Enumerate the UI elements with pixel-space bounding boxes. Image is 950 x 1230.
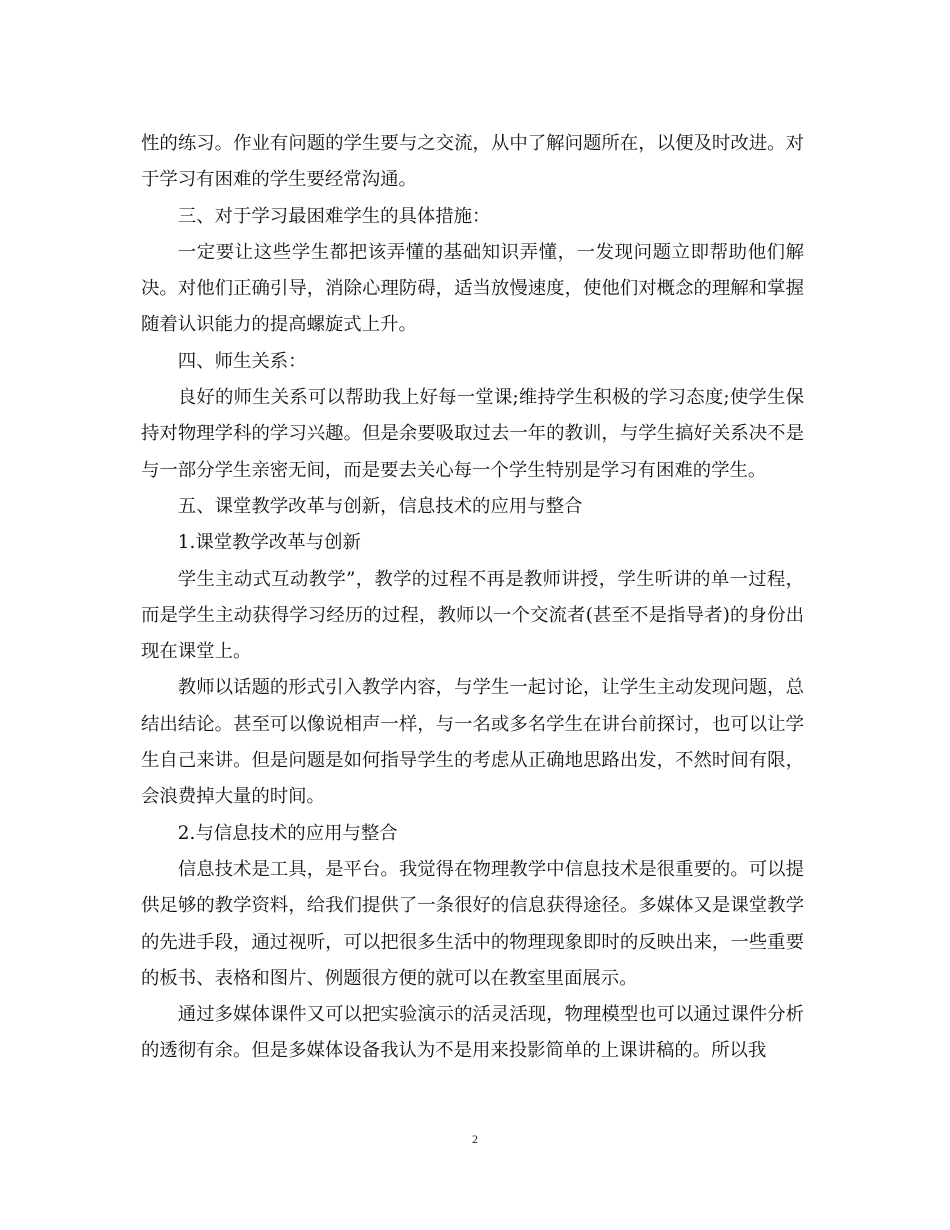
paragraph: 学生主动式互动教学”，教学的过程不再是教师讲授，学生听讲的单一过程，而是学生主动获得学习经历的过程，教师以一个交流者(甚至不是指导者)的身份出现在课堂上。: [141, 568, 804, 663]
section-heading-4: 四、师生关系：: [177, 350, 307, 372]
section-heading-3: 三、对于学习最困难学生的具体措施：: [177, 205, 491, 227]
document-body: [141, 126, 804, 1070]
paragraph: 良好的师生关系可以帮助我上好每一堂课;维持学生积极的学习态度;使学生保持对物理学科的学习兴趣。但是余要吸取过去一年的教训，与学生搞好关系决不是与一部分学生亲密无间，而是要去关心每一个学生特别是学习有困难的学生。: [141, 387, 804, 481]
paragraph: 一定要让这些学生都把该弄懂的基础知识弄懂，一发现问题立即帮助他们解决。对他们正确引导，消除心理防碍，适当放慢速度，使他们对概念的理解和掌握随着认识能力的提高螺旋式上升。: [141, 241, 804, 336]
page-number: 2: [472, 1132, 478, 1146]
section-heading-5: 五、课堂教学改革与创新，信息技术的应用与整合: [177, 495, 583, 517]
paragraph: 教师以话题的形式引入教学内容，与学生一起讨论，让学生主动发现问题，总结出结论。甚至可以像说相声一样，与一名或多名学生在讲台前探讨，也可以让学生自己来讲。但是问题是如何指导学生的考虑从正确地思路出发，不然时间有限，会浪费掉大量的时间。: [141, 677, 804, 808]
subsection-heading-1: 1.课堂教学改革与创新: [177, 532, 361, 554]
subsection-heading-2: 2.与信息技术的应用与整合: [177, 822, 398, 844]
paragraph: 信息技术是工具，是平台。我觉得在物理教学中信息技术是很重要的。可以提供足够的教学资料，给我们提供了一条很好的信息获得途径。多媒体又是课堂教学的先进手段，通过视听，可以把很多生活中的物理现象即时的反映出来，一些重要的板书、表格和图片、例题很方便的就可以在教室里面展示。: [141, 858, 804, 989]
paragraph-continued: 性的练习。作业有问题的学生要与之交流，从中了解问题所在，以便及时改进。对于学习有困难的学生要经常沟通。: [141, 133, 804, 191]
paragraph: 通过多媒体课件又可以把实验演示的活灵活现，物理模型也可以通过课件分析的透彻有余。但是多媒体设备我认为不是用来投影简单的上课讲稿的。所以我: [141, 1004, 804, 1062]
